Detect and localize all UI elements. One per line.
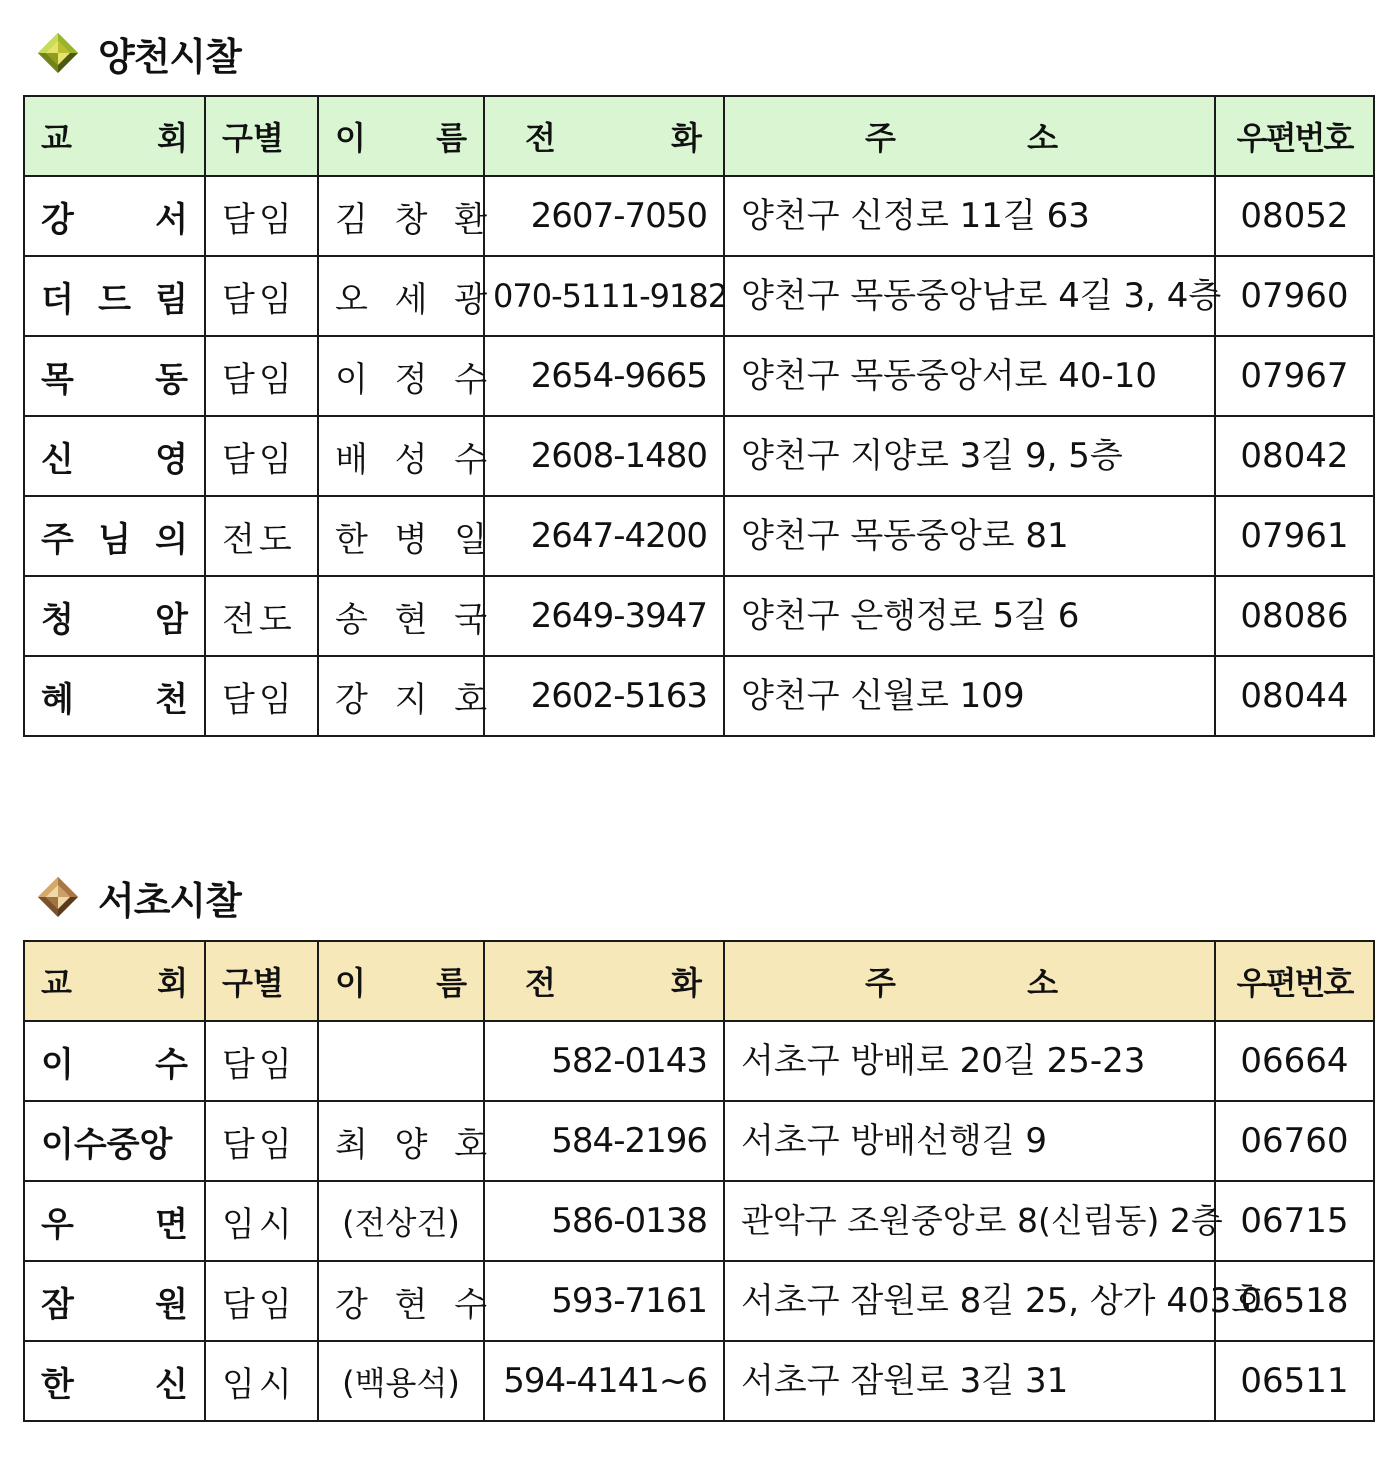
section-title-label: 양천시찰 xyxy=(98,34,241,79)
cell-phone: 586-0138 xyxy=(484,1181,724,1261)
cell-type: 전도 xyxy=(205,496,318,576)
cell-phone: 2608-1480 xyxy=(484,416,724,496)
cell-zip: 06715 xyxy=(1215,1181,1374,1261)
cell-church: 목 동 xyxy=(24,336,205,416)
cell-address: 서초구 방배로 20길 25-23 xyxy=(724,1021,1215,1101)
header-zip: 우편번호 xyxy=(1215,96,1374,176)
cell-phone: 2649-3947 xyxy=(484,576,724,656)
header-church: 교 회 xyxy=(24,941,205,1021)
cell-name: (전상건) xyxy=(318,1181,484,1261)
cell-type: 담임 xyxy=(205,336,318,416)
cell-church: 청 암 xyxy=(24,576,205,656)
section-title-seocho xyxy=(36,872,241,922)
cell-name: 배 성 수 xyxy=(318,416,484,496)
cell-zip: 07961 xyxy=(1215,496,1374,576)
cell-phone: 2602-5163 xyxy=(484,656,724,736)
cell-church: 강 서 xyxy=(24,176,205,256)
cell-church: 신 영 xyxy=(24,416,205,496)
cell-church: 더 드 림 xyxy=(24,256,205,336)
cell-zip: 08052 xyxy=(1215,176,1374,256)
cell-name: 강 지 호 xyxy=(318,656,484,736)
cell-name: (백용석) xyxy=(318,1341,484,1421)
cell-zip: 06511 xyxy=(1215,1341,1374,1421)
cell-phone: 2647-4200 xyxy=(484,496,724,576)
cell-type: 임시 xyxy=(205,1181,318,1261)
cell-type: 임시 xyxy=(205,1341,318,1421)
cell-name: 이 정 수 xyxy=(318,336,484,416)
header-phone: 전 화 xyxy=(484,96,724,176)
cell-address: 서초구 방배선행길 9 xyxy=(724,1101,1215,1181)
table-row xyxy=(24,1341,1374,1421)
cell-address: 양천구 은행정로 5길 6 xyxy=(724,576,1215,656)
table-row xyxy=(24,576,1374,656)
section-title-yangcheon xyxy=(36,28,241,78)
cell-type: 담임 xyxy=(205,176,318,256)
cell-address: 양천구 목동중앙로 81 xyxy=(724,496,1215,576)
cell-type: 담임 xyxy=(205,1261,318,1341)
cell-church: 주 님 의 xyxy=(24,496,205,576)
cell-zip: 06518 xyxy=(1215,1261,1374,1341)
cell-zip: 07960 xyxy=(1215,256,1374,336)
cell-address: 양천구 목동중앙서로 40-10 xyxy=(724,336,1215,416)
table-row xyxy=(24,656,1374,736)
header-church: 교 회 xyxy=(24,96,205,176)
cell-church: 잠 원 xyxy=(24,1261,205,1341)
cell-type: 담임 xyxy=(205,256,318,336)
green-diamond-icon xyxy=(36,31,80,75)
cell-phone: 2654-9665 xyxy=(484,336,724,416)
header-address: 주 소 xyxy=(724,941,1215,1021)
cell-type: 담임 xyxy=(205,1101,318,1181)
header-phone: 전 화 xyxy=(484,941,724,1021)
cell-church: 이수중앙 xyxy=(24,1101,205,1181)
cell-address: 양천구 목동중앙남로 4길 3, 4층 xyxy=(724,256,1215,336)
header-type: 구별 xyxy=(205,96,318,176)
cell-name: 한 병 일 xyxy=(318,496,484,576)
cell-type: 전도 xyxy=(205,576,318,656)
cell-type: 담임 xyxy=(205,656,318,736)
brown-diamond-icon xyxy=(36,875,80,919)
header-name: 이 름 xyxy=(318,941,484,1021)
cell-phone: 070-5111-9182 xyxy=(484,256,724,336)
cell-church: 혜 천 xyxy=(24,656,205,736)
cell-phone: 594-4141~6 xyxy=(484,1341,724,1421)
church-directory-table-yangcheon xyxy=(23,95,1375,737)
table-header-row xyxy=(24,96,1374,176)
cell-address: 양천구 지양로 3길 9, 5층 xyxy=(724,416,1215,496)
cell-address: 양천구 신정로 11길 63 xyxy=(724,176,1215,256)
cell-zip: 06760 xyxy=(1215,1101,1374,1181)
section-title-label: 서초시찰 xyxy=(98,878,241,923)
cell-church: 우 면 xyxy=(24,1181,205,1261)
cell-phone: 584-2196 xyxy=(484,1101,724,1181)
table-row xyxy=(24,1021,1374,1101)
cell-zip: 06664 xyxy=(1215,1021,1374,1101)
cell-name: 최 양 호 xyxy=(318,1101,484,1181)
table-row xyxy=(24,496,1374,576)
church-directory-table-seocho xyxy=(23,940,1375,1422)
table-row xyxy=(24,1261,1374,1341)
table-row xyxy=(24,256,1374,336)
cell-zip: 08042 xyxy=(1215,416,1374,496)
cell-address: 양천구 신월로 109 xyxy=(724,656,1215,736)
cell-zip: 08044 xyxy=(1215,656,1374,736)
table-row xyxy=(24,1101,1374,1181)
cell-address: 서초구 잠원로 8길 25, 상가 403호 xyxy=(724,1261,1215,1341)
header-name: 이 름 xyxy=(318,96,484,176)
cell-name: 송 현 국 xyxy=(318,576,484,656)
cell-name: 강 현 수 xyxy=(318,1261,484,1341)
cell-address: 서초구 잠원로 3길 31 xyxy=(724,1341,1215,1421)
cell-name xyxy=(318,1021,484,1101)
cell-name: 김 창 환 xyxy=(318,176,484,256)
table-header-row xyxy=(24,941,1374,1021)
table-row xyxy=(24,416,1374,496)
cell-type: 담임 xyxy=(205,416,318,496)
cell-phone: 2607-7050 xyxy=(484,176,724,256)
cell-zip: 07967 xyxy=(1215,336,1374,416)
cell-church: 이 수 xyxy=(24,1021,205,1101)
cell-name: 오 세 광 xyxy=(318,256,484,336)
header-type: 구별 xyxy=(205,941,318,1021)
table-row xyxy=(24,1181,1374,1261)
table-row xyxy=(24,336,1374,416)
cell-phone: 593-7161 xyxy=(484,1261,724,1341)
cell-address: 관악구 조원중앙로 8(신림동) 2층 xyxy=(724,1181,1215,1261)
header-address: 주 소 xyxy=(724,96,1215,176)
cell-zip: 08086 xyxy=(1215,576,1374,656)
header-zip: 우편번호 xyxy=(1215,941,1374,1021)
cell-type: 담임 xyxy=(205,1021,318,1101)
table-row xyxy=(24,176,1374,256)
cell-phone: 582-0143 xyxy=(484,1021,724,1101)
cell-church: 한 신 xyxy=(24,1341,205,1421)
